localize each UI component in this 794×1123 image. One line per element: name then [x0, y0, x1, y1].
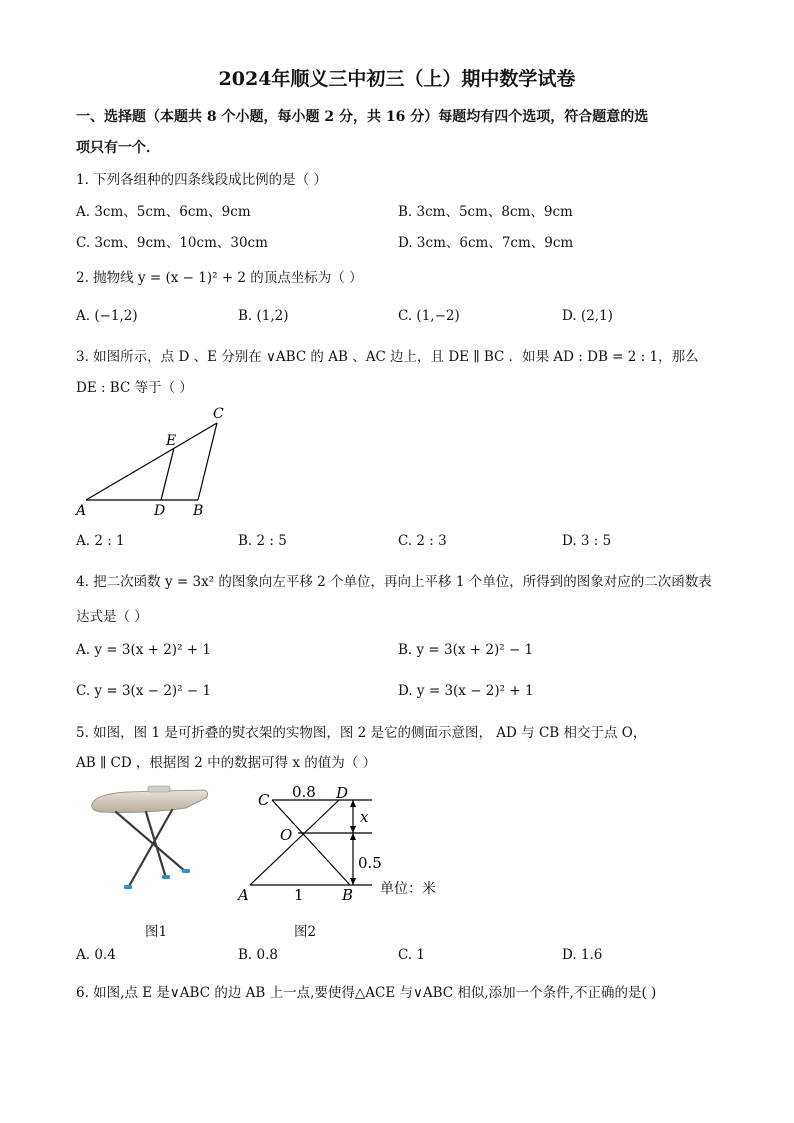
q2-option-b: B. (1,2) [238, 308, 289, 324]
q5-option-a: A. 0.4 [76, 947, 116, 963]
label-d: D [154, 503, 166, 519]
label-x: x [360, 808, 369, 826]
label-a: A [238, 886, 249, 904]
q3-triangle-figure [70, 400, 240, 520]
q4-stem-line1: 4. 把二次函数 y = 3x² 的图象向左平移 2 个单位，再向上平移 1 个单位，所得到的图象对应的二次函数表 [76, 574, 712, 590]
q4-option-c: C. y = 3(x − 2)² − 1 [76, 683, 212, 699]
q1-option-c: C. 3cm、9cm、10cm、30cm [76, 235, 268, 251]
label-e: E [166, 433, 177, 449]
label-b: B [342, 886, 354, 904]
q6-stem: 6. 如图,点 E 是∨ABC 的边 AB 上一点,要使得△ACE 与∨ABC 相似,添加一个条件,不正确的是( ) [76, 985, 657, 1001]
foot-cap-2 [182, 869, 190, 873]
q4-option-b: B. y = 3(x + 2)² − 1 [398, 642, 534, 658]
foot-cap-1 [124, 885, 132, 889]
q2-option-d: D. (2,1) [562, 308, 613, 324]
fig2-caption: 图2 [294, 924, 317, 940]
q2-stem: 2. 抛物线 y = (x − 1)² + 2 的顶点坐标为（ ） [76, 270, 363, 286]
q1-option-b: B. 3cm、5cm、8cm、9cm [398, 204, 573, 220]
q5-option-d: D. 1.6 [562, 947, 603, 963]
segment-bc [198, 423, 217, 500]
q5-option-c: C. 1 [398, 947, 426, 963]
q3-option-d: D. 3 : 5 [562, 533, 612, 549]
q2-option-c: C. (1,−2) [398, 308, 460, 324]
label-a: A [76, 503, 87, 519]
paper-title: 2024年顺义三中初三（上）期中数学试卷 [218, 68, 576, 90]
leg-3 [146, 812, 166, 878]
q2-option-a: A. (−1,2) [76, 308, 138, 324]
iron-rest [148, 786, 170, 792]
q5-stem-line1: 5. 如图，图 1 是可折叠的熨衣架的实物图，图 2 是它的侧面示意图， AD 与 CB 相交于点 O， [76, 725, 647, 741]
segment-ac [86, 423, 217, 500]
q4-stem-line2: 达式是（ ） [76, 609, 148, 625]
fig1-caption: 图1 [145, 924, 168, 940]
q4-option-a: A. y = 3(x + 2)² + 1 [76, 642, 211, 658]
segment-de [161, 448, 174, 500]
segment-ad [250, 800, 339, 885]
q4-option-d: D. y = 3(x − 2)² + 1 [398, 683, 534, 699]
section-instructions-line1: 一、选择题（本题共 8 个小题，每小题 2 分，共 16 分）每题均有四个选项，符合题意的选 [76, 109, 649, 125]
q3-option-b: B. 2 : 5 [238, 533, 287, 549]
board-top [92, 790, 208, 813]
ironing-board-photo [86, 782, 216, 897]
q5-stem-line2: AB ∥ CD ，根据图 2 中的数据可得 x 的值为（ ） [76, 755, 377, 771]
q3-option-c: C. 2 : 3 [398, 533, 447, 549]
q3-stem-line2: DE : BC 等于（ ） [76, 380, 193, 396]
q3-option-a: A. 2 : 1 [76, 533, 125, 549]
q5-option-b: B. 0.8 [238, 947, 278, 963]
label-c: C [258, 791, 270, 809]
ironing-board-schematic [230, 778, 460, 908]
q1-option-a: A. 3cm、5cm、6cm、9cm [76, 204, 251, 220]
label-o: O [280, 826, 293, 844]
foot-cap-3 [162, 875, 170, 879]
label-b: B [193, 503, 204, 519]
section-instructions-line2: 项只有一个． [76, 140, 160, 156]
label-length-ab: 1 [294, 886, 304, 904]
unit-label: 单位：米 [380, 881, 436, 897]
q1-stem: 1. 下列各组种的四条线段成比例的是（ ） [76, 172, 327, 188]
label-d: D [336, 784, 349, 802]
label-length-half: 0.5 [358, 854, 382, 872]
label-length-cd: 0.8 [292, 783, 316, 801]
leg-1 [116, 812, 186, 872]
label-c: C [213, 406, 224, 422]
q1-option-d: D. 3cm、6cm、7cm、9cm [398, 235, 574, 251]
q3-stem-line1: 3. 如图所示，点 D 、E 分别在 ∨ABC 的 AB 、AC 边上，且 DE ∥ BC ．如果 AD : DB = 2 : 1，那么 [76, 349, 699, 365]
